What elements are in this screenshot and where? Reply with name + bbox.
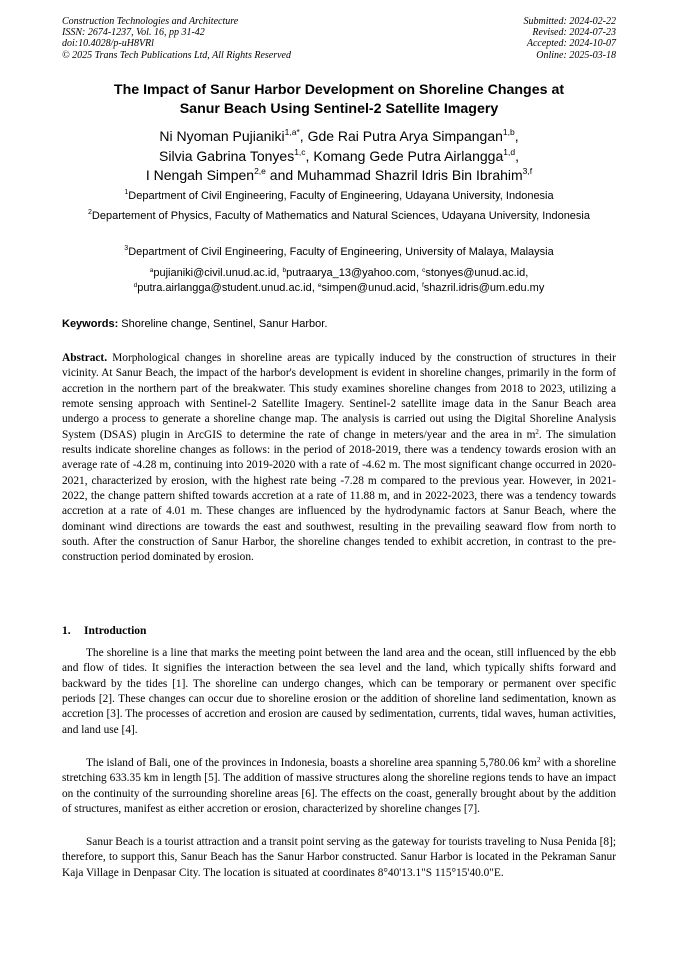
affiliation-number: 2 [88, 209, 92, 216]
email-marker: b [282, 267, 287, 274]
author-line [62, 166, 616, 186]
issn: ISSN: 2674-1237, Vol. 16, pp 31-42 [62, 27, 205, 39]
author-name: Muhammad Shazril Idris Bin Ibrahim [297, 167, 523, 183]
affiliation-1 [62, 189, 616, 204]
email-marker: c [422, 267, 426, 274]
author-name: Komang Gede Putra Airlangga [313, 147, 504, 164]
author-affiliation-marker: 1,a* [284, 127, 300, 137]
revised-date: Revised: 2024-07-23 [532, 27, 616, 39]
author-affiliation-marker: 1,c [294, 146, 306, 157]
section-heading [62, 625, 146, 637]
paragraph: Sanur Beach is a tourist attraction and a transit point serving as the gateway for tourists traveling to Nusa Penida [8]; therefore, to support this, Sanur Beach has the Sanur Harbor constructed. Sanur Harbor is located in the Pekraman Sanur Kaja Village in Denpasar City. The location is situated at coordinates 8°40'13.1"S 115°15'40.0"E. [62, 836, 616, 879]
abstract-text: Morphological changes in shoreline areas are typically induced by the construction of structures in their vicinity. At Sanur Beach, the impact of the harbor's development is evident in shoreline changes, primarily in the form of accretion in the northern part of the breakwater. This study examines shoreline changes from 2018 to 2023, utilizing a remote sensing approach with Sentinel-2 Satellite Imagery. Sentinel-2 satellite image data in the Sanur Beach area undergo a process to generate a shoreline change map. The analysis is carried out using the Digital Shoreline Analysis System (DSAS) plugin in ArcGIS to determine the rate of change in meters/year and the area in m [62, 352, 616, 441]
email-separator: , [276, 267, 283, 279]
email-address[interactable]: putraarya_13@yahoo.com [286, 267, 416, 279]
affiliation-text: Department of Civil Engineering, Faculty of Engineering, University of Malaya, Malaysia [128, 246, 554, 258]
copyright: © 2025 Trans Tech Publications Ltd, All Rights Reserved [62, 49, 291, 61]
author-affiliation-marker: 1,b [502, 127, 515, 137]
abstract-text: . The simulation results indicate shoreline changes as follows: in the period of 2018-2019, there was a tendency towards erosion with an average rate of -4.28 m, continuing into 2019-2020 with a rate of -4.62 m. The most significant change occurred in 2020-2021, characterized by erosion, with the highest rate being -7.28 m compared to the previous year. However, in 2021-2022, the change pattern shifted towards accretion at a rate of 11.88 m, and in 2022-2023, there was a tendency towards accretion at a rate of 4.01 m. These changes are influenced by the hydrodynamic factors at Sanur Beach, where the dominant wind directions are towards the east and southwest, resulting in the prevailing seaward flow from north to south. After the construction of Sanur Harbor, the shoreline changes tended to exhibit accretion, in contrast to the pre-construction period dominated by erosion. [62, 428, 616, 564]
affiliation-3 [62, 245, 616, 260]
keywords-text: Shoreline change, Sentinel, Sanur Harbor. [118, 318, 328, 330]
affiliation-text: Department of Civil Engineering, Faculty of Engineering, Udayana University, Indonesia [128, 190, 554, 202]
online-date: Online: 2025-03-18 [536, 49, 616, 61]
email-marker: e [317, 282, 322, 289]
abstract [62, 351, 616, 566]
author-affiliation-marker: 2,e [254, 166, 266, 176]
email-marker: a [149, 267, 154, 274]
journal-name: Construction Technologies and Architecture [62, 16, 239, 27]
author-separator: and [265, 167, 298, 183]
author-affiliation-marker: 1,d [503, 146, 516, 157]
author-name: Silvia Gabrina Tonyes [159, 147, 295, 164]
submitted-date: Submitted: 2024-02-22 [523, 16, 616, 27]
paragraph: The shoreline is a line that marks the meeting point between the land area and the ocean, still influenced by the ebb and flow of tides. It signifies the interaction between the sea level and the land, which typically shifts forward and backward by the tides [1]. The shoreline can undergo changes, which can be temporary or permanent over specific periods [2]. These changes can occur due to shoreline erosion or the addition of shoreline land sedimentation, known as accretion [3]. The processes of accretion and erosion are caused by sedimentation, currents, tidal waves, human activities, and land use [4]. [62, 647, 616, 736]
email-address[interactable]: simpen@unud.acid [321, 282, 416, 294]
title-line: The Impact of Sanur Harbor Development on Shoreline Changes at [113, 82, 565, 98]
doi: doi:10.4028/p-uH8VRl [62, 38, 154, 50]
email-line [62, 281, 616, 296]
author-list [62, 127, 616, 186]
email-address[interactable]: stonyes@unud.ac.id [425, 267, 526, 279]
keywords-label: Keywords: [62, 318, 119, 330]
email-address[interactable]: pujianiki@civil.unud.ac.id [153, 267, 277, 279]
email-separator: , [525, 267, 529, 279]
section-number: 1. [62, 625, 71, 637]
email-marker: d [133, 282, 138, 289]
author-name: I Nengah Simpen [145, 167, 255, 183]
journal-info [62, 16, 291, 61]
author-separator: , [299, 128, 308, 144]
affiliation-2 [62, 209, 616, 224]
author-line [62, 127, 616, 147]
publication-dates [524, 16, 617, 61]
email-address[interactable]: putra.airlangga@student.unud.ac.id [137, 282, 312, 294]
author-line [62, 147, 616, 167]
author-affiliation-marker: 3,f [522, 166, 533, 176]
author-separator: , [305, 147, 314, 164]
paragraph [62, 756, 616, 817]
section-title: Introduction [84, 625, 147, 637]
paragraph-superscript: 2 [536, 756, 541, 764]
email-marker: f [421, 282, 424, 289]
email-list [62, 266, 616, 296]
paragraph-text: with a shoreline stretching 633.35 km in length [5]. The addition of massive structures along the shoreline regions tends to have an impact on the continuity of the surrounding shoreline areas [6]. The effects on the coast, generally brought about by the addition of structures, manifest as either accretion or erosion, characterized by shoreline changes [7]. [62, 757, 616, 816]
accepted-date: Accepted: 2024-10-07 [526, 38, 616, 50]
email-line [62, 266, 616, 281]
affiliation-number: 1 [124, 189, 129, 196]
email-separator: , [311, 282, 318, 294]
author-separator: , [515, 147, 519, 164]
paragraph-text: The island of Bali, one of the provinces in Indonesia, boasts a shoreline area spanning 5,780.06 km [86, 757, 537, 769]
email-separator: , [415, 267, 423, 279]
keywords [62, 317, 616, 331]
author-separator: , [514, 128, 519, 144]
affiliation-text: Departement of Physics, Faculty of Mathematics and Natural Sciences, Udayana University, Indonesia [91, 210, 590, 222]
title-line: Sanur Beach Using Sentinel-2 Satellite Imagery [179, 101, 499, 117]
email-address[interactable]: shazril.idris@um.edu.my [423, 282, 545, 294]
email-separator: , [415, 282, 422, 294]
author-name: Ni Nyoman Pujianiki [159, 128, 285, 144]
affiliation-number: 3 [124, 245, 129, 252]
paper-title [62, 81, 616, 119]
author-name: Gde Rai Putra Arya Simpangan [307, 128, 503, 144]
abstract-label: Abstract. [62, 352, 108, 364]
abstract-superscript: 2 [535, 427, 539, 436]
